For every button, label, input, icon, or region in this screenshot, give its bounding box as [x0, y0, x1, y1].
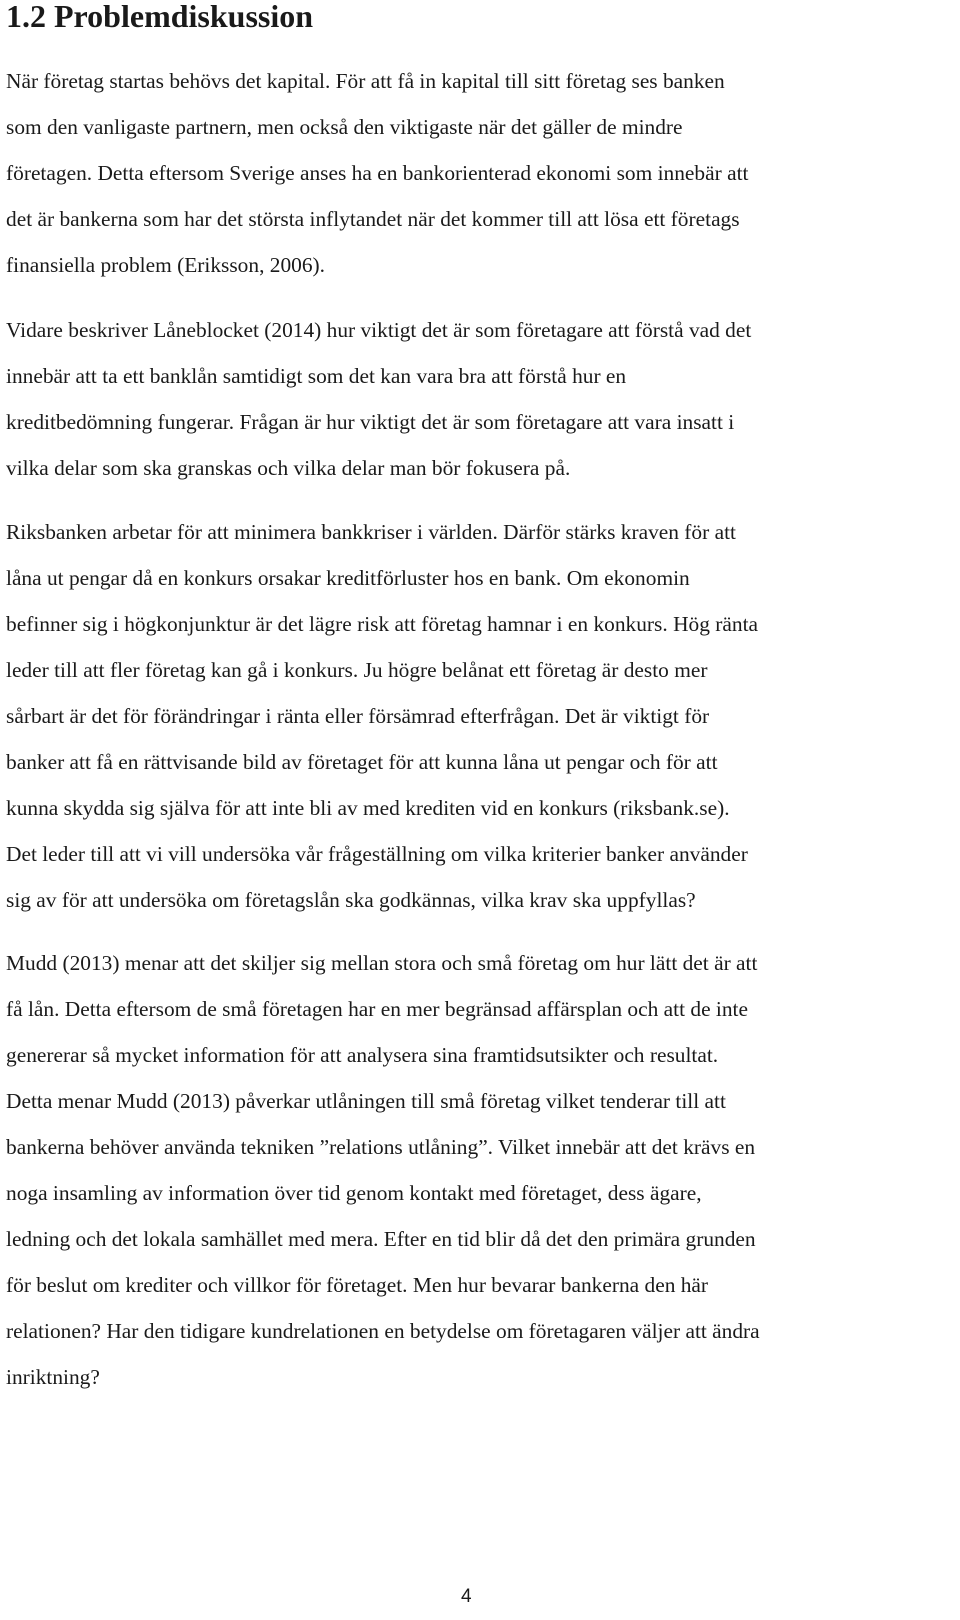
text-line: kreditbedömning fungerar. Frågan är hur viktigt det är som företagare att vara insatt i	[6, 410, 735, 434]
text-line: vilka delar som ska granskas och vilka delar man bör fokusera på.	[6, 456, 571, 480]
text-line: låna ut pengar då en konkurs orsakar kreditförluster hos en bank. Om ekonomin	[6, 566, 690, 590]
text-line: Riksbanken arbetar för att minimera bankkriser i världen. Därför stärks kraven för att	[6, 520, 736, 544]
text-line: som den vanligaste partnern, men också den viktigaste när det gäller de mindre	[6, 115, 683, 139]
text-line: Vidare beskriver Låneblocket (2014) hur viktigt det är som företagare att förstå vad det	[6, 318, 752, 342]
text-line: sårbart är det för förändringar i ränta eller försämrad efterfrågan. Det är viktigt för	[6, 704, 710, 728]
text-line: genererar så mycket information för att analysera sina framtidsutsikter och resultat.	[6, 1043, 719, 1067]
text-line: ledning och det lokala samhället med mera. Efter en tid blir då det den primära grunden	[6, 1227, 756, 1251]
text-line: få lån. Detta eftersom de små företagen har en mer begränsad affärsplan och att de inte	[6, 997, 748, 1021]
text-line: Detta menar Mudd (2013) påverkar utlåningen till små företag vilket tenderar till att	[6, 1089, 726, 1113]
paragraph-2	[6, 307, 954, 491]
text-line: företagen. Detta eftersom Sverige anses ha en bankorienterad ekonomi som innebär att	[6, 161, 749, 185]
text-line: När företag startas behövs det kapital. För att få in kapital till sitt företag ses banken	[6, 69, 725, 93]
page-number: 4	[461, 1586, 472, 1607]
section-heading: 1.2 Problemdiskussion	[6, 0, 314, 34]
text-line: bankerna behöver använda tekniken ”relations utlåning”. Vilket innebär att det krävs en	[6, 1135, 756, 1159]
text-line: finansiella problem (Eriksson, 2006).	[6, 253, 326, 277]
text-line: leder till att fler företag kan gå i konkurs. Ju högre belånat ett företag är desto mer	[6, 658, 708, 682]
paragraph-1	[6, 58, 954, 288]
text-line: Mudd (2013) menar att det skiljer sig mellan stora och små företag om hur lätt det är att	[6, 951, 758, 975]
text-line: banker att få en rättvisande bild av företaget för att kunna låna ut pengar och för att	[6, 750, 718, 774]
text-line: kunna skydda sig själva för att inte bli av med krediten vid en konkurs (riksbank.se).	[6, 796, 730, 820]
text-line: sig av för att undersöka om företagslån ska godkännas, vilka krav ska uppfyllas?	[6, 888, 696, 912]
text-line: det är bankerna som har det största inflytandet när det kommer till att lösa ett företags	[6, 207, 740, 231]
text-line: innebär att ta ett banklån samtidigt som det kan vara bra att förstå hur en	[6, 364, 627, 388]
text-line: noga insamling av information över tid genom kontakt med företaget, dess ägare,	[6, 1181, 702, 1205]
text-line: relationen? Har den tidigare kundrelationen en betydelse om företagaren väljer att ändra	[6, 1319, 760, 1343]
paragraph-3	[6, 509, 954, 923]
text-line: befinner sig i högkonjunktur är det lägre risk att företag hamnar i en konkurs. Hög ränta	[6, 612, 759, 636]
text-line: för beslut om krediter och villkor för företaget. Men hur bevarar bankerna den här	[6, 1273, 709, 1297]
text-line: inriktning?	[6, 1365, 100, 1389]
paragraph-4	[6, 940, 954, 1400]
text-line: Det leder till att vi vill undersöka vår frågeställning om vilka kriterier banker använder	[6, 842, 748, 866]
